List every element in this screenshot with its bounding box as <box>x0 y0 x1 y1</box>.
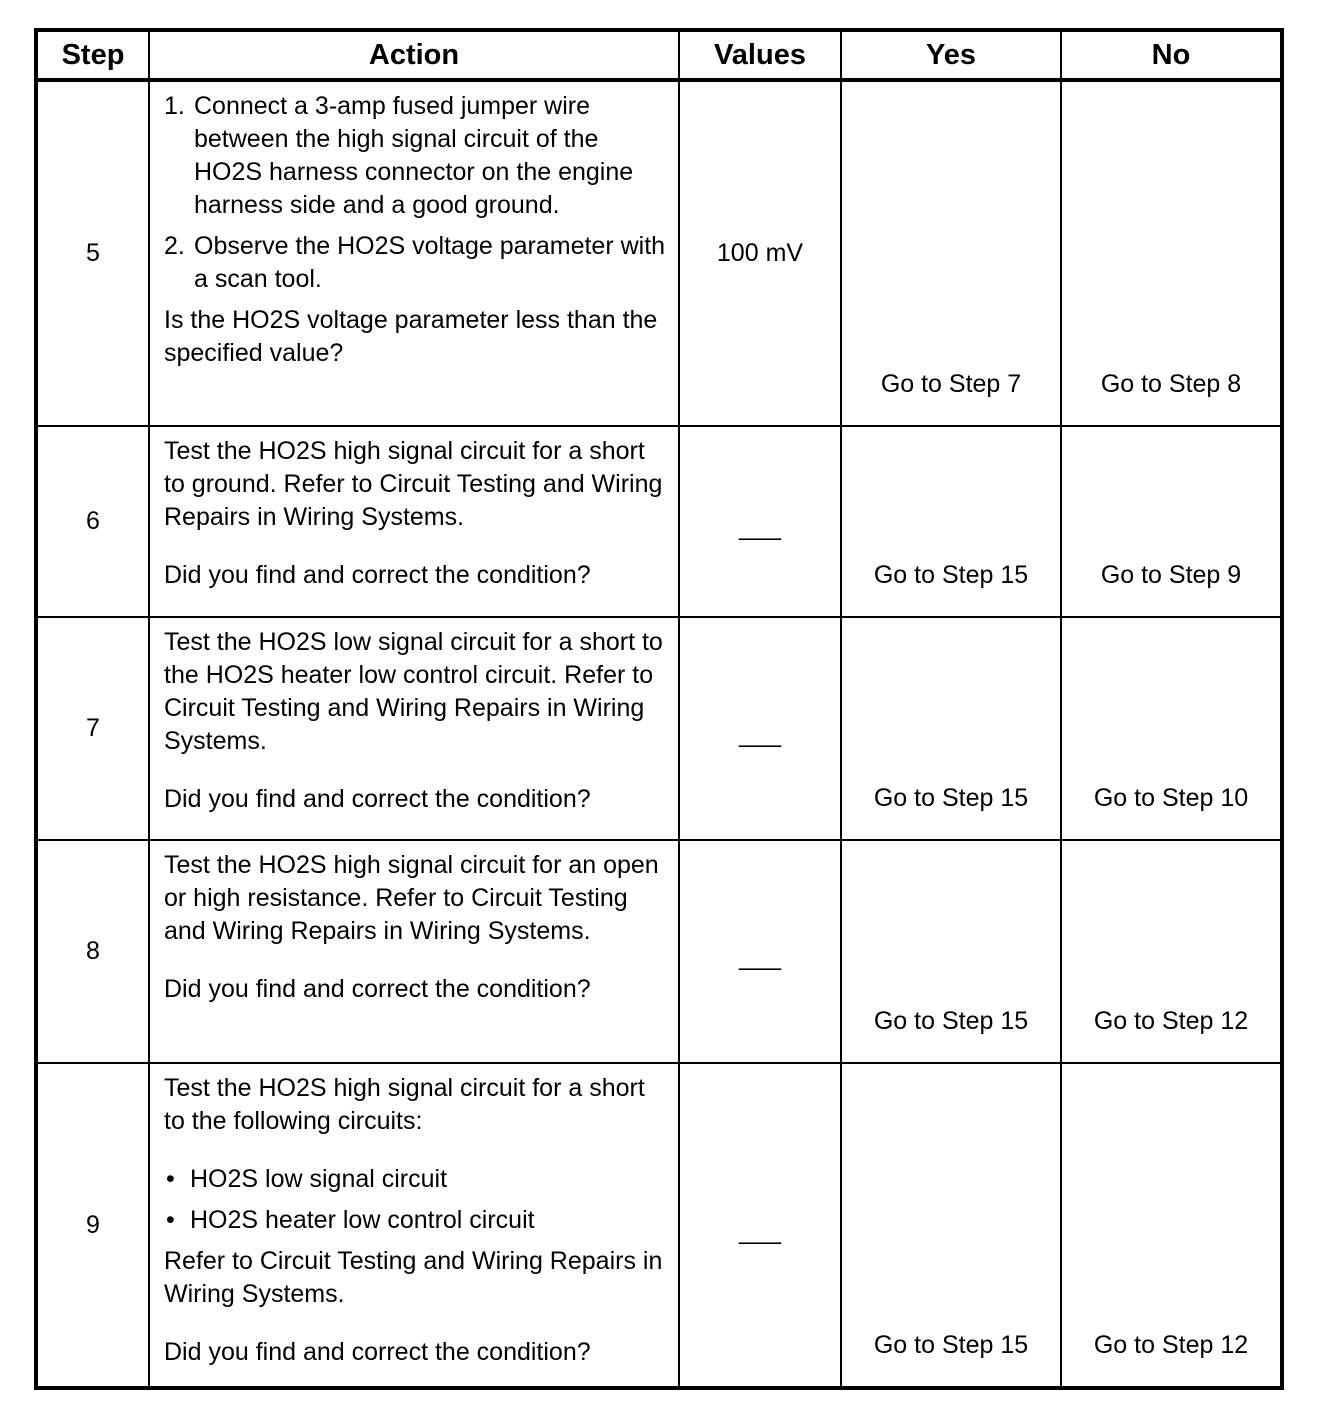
list-item-text: HO2S low signal circuit <box>190 1165 448 1193</box>
action-question: Is the HO2S voltage parameter less than the specified value? <box>164 306 658 367</box>
no-cell: Go to Step 9 <box>1061 426 1282 617</box>
action-question: Did you find and correct the condition? <box>164 785 591 813</box>
action-numbered-list <box>164 90 668 296</box>
table-row <box>36 840 1282 1063</box>
action-cell <box>149 80 679 426</box>
list-item <box>164 1163 668 1196</box>
header-step: Step <box>36 30 149 80</box>
no-cell: Go to Step 8 <box>1061 80 1282 426</box>
value-cell <box>679 426 841 617</box>
action-text: Test the HO2S high signal circuit for a short to ground. Refer to Circuit Testing and Wiring Repairs in Wiring Systems. <box>164 437 663 531</box>
no-cell: Go to Step 12 <box>1061 1063 1282 1388</box>
step-number: 9 <box>36 1063 149 1388</box>
yes-cell: Go to Step 7 <box>841 80 1061 426</box>
yes-cell: Go to Step 15 <box>841 1063 1061 1388</box>
action-cell <box>149 840 679 1063</box>
list-item-text: HO2S heater low control circuit <box>190 1206 535 1234</box>
value-text: ___ <box>739 513 781 541</box>
bullet-icon: • <box>166 1206 175 1234</box>
action-refer-text: Refer to Circuit Testing and Wiring Repairs in Wiring Systems. <box>164 1247 663 1308</box>
action-question: Did you find and correct the condition? <box>164 1338 591 1366</box>
table-row <box>36 617 1282 840</box>
value-text: ___ <box>739 943 781 971</box>
list-item <box>164 1204 668 1237</box>
value-cell <box>679 1063 841 1388</box>
value-text: ___ <box>739 1216 781 1245</box>
step-number: 5 <box>36 80 149 426</box>
action-bullet-list <box>164 1163 668 1237</box>
action-question: Did you find and correct the condition? <box>164 561 591 589</box>
table-row <box>36 1063 1282 1388</box>
no-cell: Go to Step 10 <box>1061 617 1282 840</box>
action-cell <box>149 1063 679 1388</box>
step-number: 6 <box>36 426 149 617</box>
action-text: Test the HO2S low signal circuit for a short to the HO2S heater low control circuit. Refer to Circuit Testing and Wiring Repairs in Wiring Systems. <box>164 628 663 755</box>
step-number: 8 <box>36 840 149 1063</box>
header-values: Values <box>679 30 841 80</box>
table-row <box>36 80 1282 426</box>
table-row <box>36 426 1282 617</box>
list-item-text: Connect a 3-amp fused jumper wire between the high signal circuit of the HO2S harness connector on the engine harness side and a good ground. <box>194 92 634 219</box>
header-yes: Yes <box>841 30 1061 80</box>
yes-cell: Go to Step 15 <box>841 617 1061 840</box>
value-cell <box>679 617 841 840</box>
list-item <box>164 230 668 296</box>
diagnostic-table <box>34 28 1284 1390</box>
action-text: Test the HO2S high signal circuit for a short to the following circuits: <box>164 1074 645 1135</box>
list-item-text: Observe the HO2S voltage parameter with a scan tool. <box>194 232 666 293</box>
no-cell: Go to Step 12 <box>1061 840 1282 1063</box>
list-number: 2. <box>164 232 185 260</box>
header-no: No <box>1061 30 1282 80</box>
action-cell <box>149 617 679 840</box>
value-cell: 100 mV <box>679 80 841 426</box>
step-number: 7 <box>36 617 149 840</box>
bullet-icon: • <box>166 1165 175 1193</box>
value-cell <box>679 840 841 1063</box>
header-row <box>36 30 1282 80</box>
action-cell <box>149 426 679 617</box>
header-action: Action <box>149 30 679 80</box>
action-question: Did you find and correct the condition? <box>164 975 591 1003</box>
list-number: 1. <box>164 92 185 120</box>
yes-cell: Go to Step 15 <box>841 840 1061 1063</box>
yes-cell: Go to Step 15 <box>841 426 1061 617</box>
list-item <box>164 90 668 222</box>
action-text: Test the HO2S high signal circuit for an open or high resistance. Refer to Circuit Testing and Wiring Repairs in Wiring Systems. <box>164 851 659 945</box>
value-text: ___ <box>739 720 781 748</box>
